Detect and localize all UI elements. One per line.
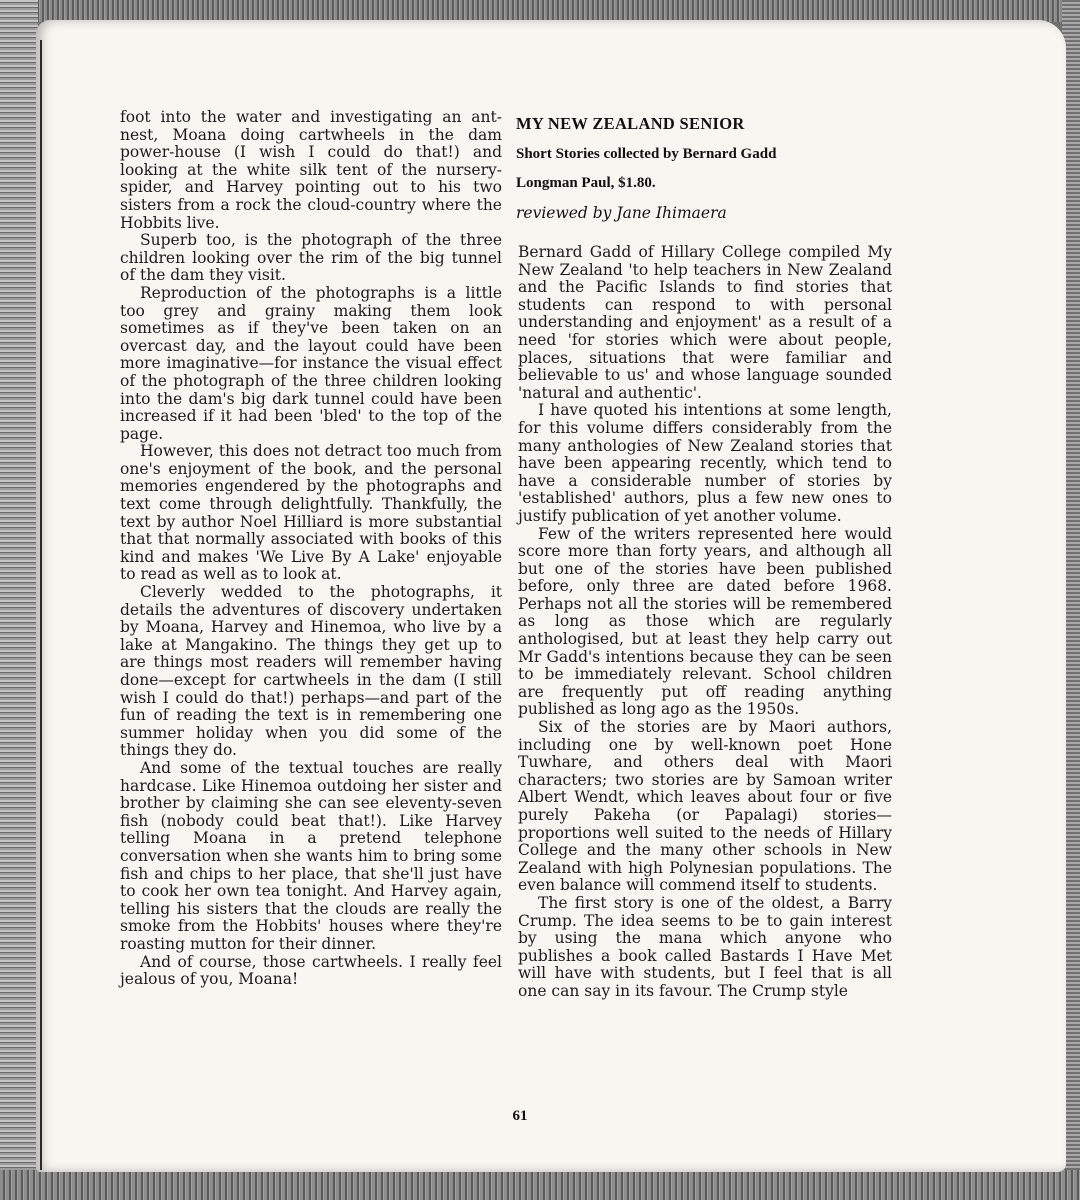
paragraph: The first story is one of the oldest, a Barry Crump. The idea seems to be to gain interest by using the mana which anyone who publishes a book called Bastards I Have Met will have with students, but I feel that is all one can say in its favour. The Crump style [518, 893, 892, 1000]
review-title: MY NEW ZEALAND SENIOR [516, 114, 745, 133]
page-binding-edge [40, 40, 42, 1170]
paragraph: foot into the water and investigating an ant-nest, Moana doing cartwheels in the dam power-house (I wish I could do that!) and looking at the white silk tent of the nursery-spider, and Harvey pointing out to his two sisters from a rock the cloud-country where the Hobbits live. [120, 108, 502, 232]
paragraph: Few of the writers represented here would score more than forty years, and although all but one of the stories have been published before, only three are dated before 1968. Perhaps not all the stories will be remembered as long as those which are regularly anthologised, but at least they help carry out Mr Gadd's intentions because they can be seen to be immediately relevant. School children are frequently put off reading anything published as long ago as the 1950s. [518, 524, 892, 719]
paragraph: Superb too, is the photograph of the three children looking over the rim of the big tunnel of the dam they visit. [120, 231, 502, 285]
right-text-column [518, 244, 892, 1001]
review-publisher: Longman Paul, $1.80. [516, 175, 656, 191]
paragraph: And some of the textual touches are really hardcase. Like Hinemoa outdoing her sister and brother by claiming she can see eleventy-seven fish (nobody could beat that!). Like Harvey telling Moana in a pretend telephone conversation when she wants him to bring some fish and chips to her place, that she'll just have to cook her own tea tonight. And Harvey again, telling his sisters that the clouds are really the smoke from the Hobbits' houses where they're roasting mutton for their dinner. [120, 758, 502, 953]
paragraph: However, this does not detract too much from one's enjoyment of the book, and the personal memories engendered by the photographs and text come through delightfully. Thankfully, the text by author Noel Hilliard is more substantial that that normally associated with books of this kind and makes 'We Live By A Lake' enjoyable to read as well as to look at. [120, 442, 502, 584]
paragraph: Bernard Gadd of Hillary College compiled My New Zealand 'to help teachers in New Zealand and the Pacific Islands to find stories that students can respond to with personal understanding and enjoyment' as a result of a need 'for stories which were about people, places, situations that were familiar and believable to us' and whose language sounded 'natural and authentic'. [518, 243, 892, 402]
scan-noise-top [0, 0, 1080, 22]
scan-noise-bottom [0, 1170, 1080, 1200]
paragraph: Six of the stories are by Maori authors, including one by well-known poet Hone Tuwhare, and others deal with Maori characters; two stories are by Samoan writer Albert Wendt, which leaves about four or five purely Pakeha (or Papalagi) stories—proportions well suited to the needs of Hillary College and the many other schools in New Zealand with high Polynesian populations. The even balance will commend itself to students. [518, 718, 892, 895]
paragraph: I have quoted his intentions at some length, for this volume differs considerably from the many anthologies of New Zealand stories that have been appearing recently, which tend to have a considerable number of stories by 'established' authors, plus a few new ones to justify publication of yet another volume. [518, 401, 892, 525]
paragraph: And of course, those cartwheels. I really feel jealous of you, Moana! [120, 952, 502, 989]
review-byline: reviewed by Jane Ihimaera [516, 204, 727, 222]
left-text-column [120, 109, 502, 989]
review-subtitle: Short Stories collected by Bernard Gadd [516, 146, 777, 162]
scan-noise-left [0, 0, 38, 1200]
paragraph: Reproduction of the photographs is a little too grey and grainy making them look sometimes as if they've been taken on an overcast day, and the layout could have been more imaginative—for instance the visual effect of the photograph of the three children looking into the dam's big dark tunnel could have been increased if it had been 'bled' to the top of the page. [120, 283, 502, 443]
page-number: 61 [512, 1108, 528, 1124]
paragraph: Cleverly wedded to the photographs, it details the adventures of discovery undertaken by Moana, Harvey and Hinemoa, who live by a lake at Mangakino. The things they get up to are things most readers will remember having done—except for cartwheels in the dam (I still wish I could do that!) perhaps—and part of the fun of reading the text is in remembering one summer holiday when you did some of the things they do. [120, 583, 502, 760]
